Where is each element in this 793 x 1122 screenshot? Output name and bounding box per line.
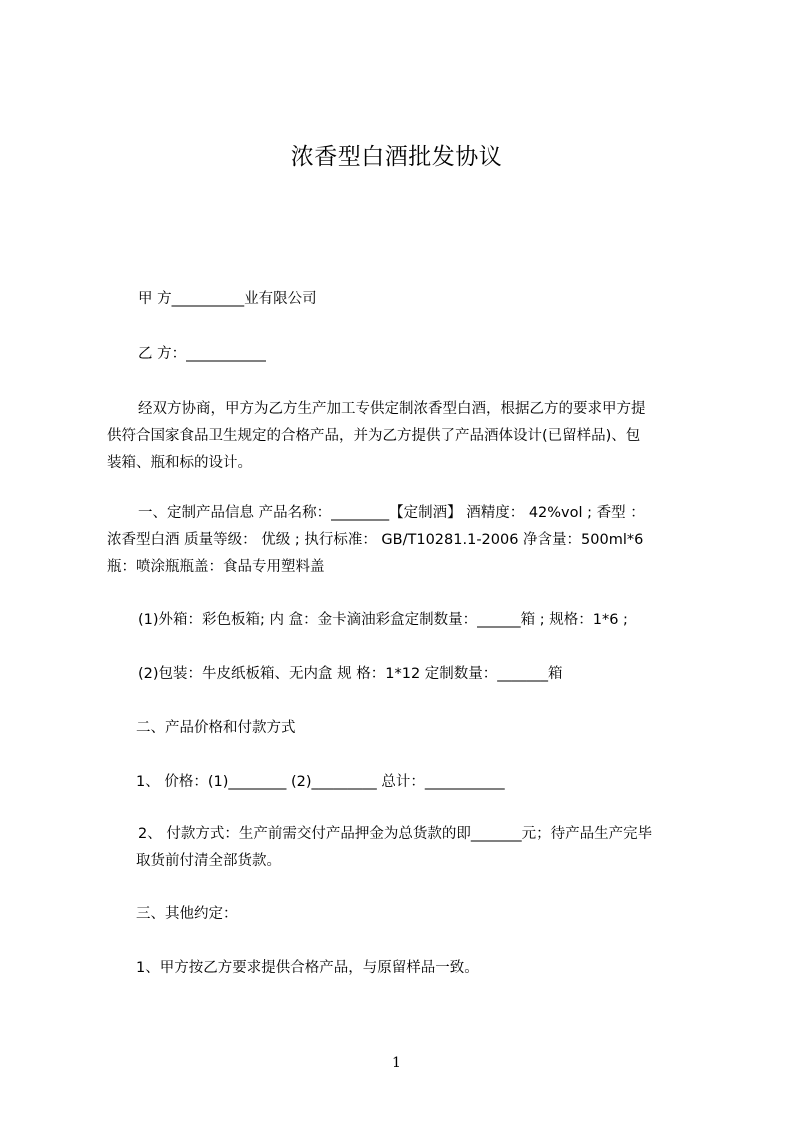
party-b-line: 乙 方：___________ xyxy=(138,346,266,362)
intro-line-2: 供符合国家食品卫生规定的合格产品，并为乙方提供了产品酒体设计(已留样品)、包 xyxy=(107,428,641,444)
intro-line-1: 经双方协商，甲方为乙方生产加工专供定制浓香型白酒，根据乙方的要求甲方提 xyxy=(138,401,646,417)
section-3-heading: 三、其他约定： xyxy=(136,906,238,922)
price-line: 1、 价格：(1)________ (2)_________ 总计：___________ xyxy=(136,774,505,790)
payment-line-2: 取货前付清全部货款。 xyxy=(136,853,281,869)
section-2-heading: 二、产品价格和付款方式 xyxy=(136,720,296,736)
section-1-line-3: 瓶：喷涂瓶瓶盖：食品专用塑料盖 xyxy=(107,559,325,575)
packaging-item: (2)包装：牛皮纸板箱、无内盒 规 格：1*12 定制数量：_______箱 xyxy=(138,666,563,682)
outer-box-item: (1)外箱：彩色板箱; 内 盒：金卡滴油彩盒定制数量：______箱 ; 规格：1*6 ; xyxy=(138,612,628,628)
intro-line-3: 装箱、瓶和标的设计。 xyxy=(107,455,252,471)
clause-1: 1、甲方按乙方要求提供合格产品，与原留样品一致。 xyxy=(136,960,479,976)
payment-line-1: 2、 付款方式：生产前需交付产品押金为总货款的即_______元；待产品生产完毕 xyxy=(138,826,653,842)
party-a-line: 甲 方__________业有限公司 xyxy=(138,291,317,307)
section-1-line-1: 一、定制产品信息 产品名称：________【定制酒】 酒精度： 42%vol ; 香型 ： xyxy=(138,505,645,521)
document-title: 浓香型白酒批发协议 xyxy=(290,144,503,170)
page-number: 1 xyxy=(392,1055,401,1071)
section-1-line-2: 浓香型白酒 质量等级： 优级 ; 执行标准： GB/T10281.1-2006 净含量：500ml*6 xyxy=(107,532,644,548)
